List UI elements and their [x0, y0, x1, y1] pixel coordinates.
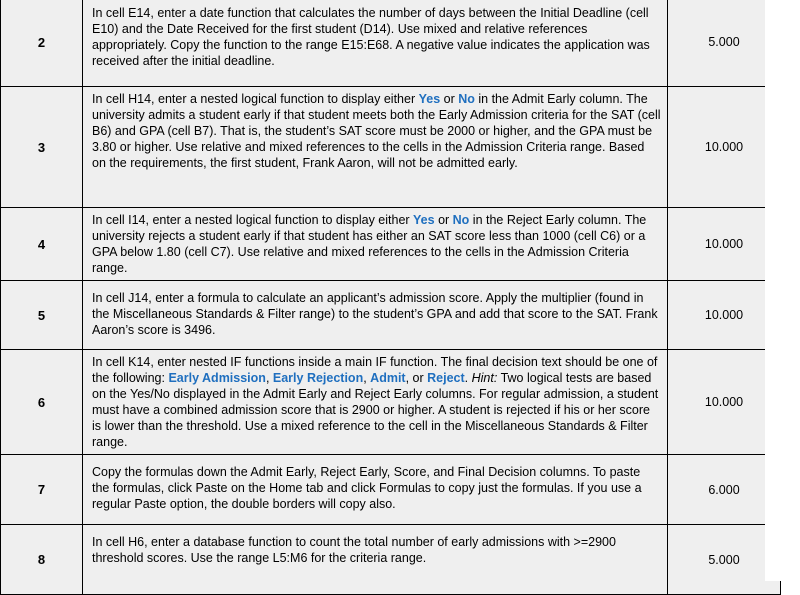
points-value: 10.000	[668, 87, 781, 208]
step-number: 7	[1, 455, 83, 525]
hint-label: Hint:	[471, 371, 498, 385]
table-row	[1, 0, 781, 87]
step-description	[83, 208, 668, 281]
keyword-no: No	[458, 92, 475, 106]
description-text: In cell J14, enter a formula to calculate an applicant’s admission score. Apply the multiplier (found in the Miscellaneous Standards & Filter range) to the student’s GPA and add that score to the SAT. Frank Aaron’s score is 3496.	[92, 291, 658, 337]
keyword-separator: ,	[363, 371, 371, 385]
description-text: in the Reject Early column. The university rejects a student early if that student has either an SAT score less than 1000 (cell C6) or a GPA below 1.80 (cell C7). Use relative and mixed references to the cells in the Admission Criteria range.	[92, 213, 647, 275]
keyword-separator: , or	[405, 371, 428, 385]
keyword-separator: ,	[265, 371, 273, 385]
step-number: 6	[1, 350, 83, 455]
keyword-yes: Yes	[413, 213, 435, 227]
description-text: In cell I14, enter a nested logical function to display either	[92, 213, 414, 227]
step-description	[83, 350, 668, 455]
points-value: 10.000	[668, 350, 781, 455]
step-description	[83, 87, 668, 208]
keyword-reject: Reject	[427, 371, 465, 385]
points-value: 10.000	[668, 208, 781, 281]
keyword-admit: Admit	[370, 371, 406, 385]
table-row	[1, 281, 781, 350]
keyword-separator: or	[440, 92, 459, 106]
description-text: In cell H14, enter a nested logical function to display either	[92, 92, 419, 106]
description-text: Copy the formulas down the Admit Early, Reject Early, Score, and Final Decision columns. To paste the formulas, click Paste on the Home tab and click Formulas to copy just the formulas. If you use a regular Paste option, the double borders will copy also.	[92, 465, 642, 511]
table-row	[1, 525, 781, 595]
step-number: 5	[1, 281, 83, 350]
points-value: 6.000	[668, 455, 781, 525]
keyword-early-rejection: Early Rejection	[272, 371, 364, 385]
keyword-yes: Yes	[418, 92, 441, 106]
step-number: 3	[1, 87, 83, 208]
table-row	[1, 87, 781, 208]
step-number: 8	[1, 525, 83, 595]
keyword-no: No	[452, 213, 470, 227]
points-value: 5.000	[668, 0, 781, 87]
description-text: In cell E14, enter a date function that calculates the number of days between the Initial Deadline (cell E10) and the Date Received for the first student (D14). Use mixed and relative references appropriately. Copy the function to the range E15:E68. A negative value indicates the application was received after the initial deadline.	[92, 6, 650, 68]
points-value: 5.000	[668, 525, 781, 595]
keyword-separator: .	[464, 371, 472, 385]
description-text: Two logical tests are based on the Yes/No displayed in the Admit Early and Reject Early columns. For regular admission, a student must have a combined admission score that is 2900 or higher. A student is rejected if his or her score is lower than the threshold. Use a mixed reference to the cell in the Miscellaneous Standards & Filter range.	[92, 371, 659, 449]
table-row	[1, 208, 781, 281]
page-margin	[765, 0, 800, 581]
table-row	[1, 455, 781, 525]
step-description	[83, 455, 668, 525]
description-text: In cell H6, enter a database function to count the total number of early admissions with >=2900 threshold scores. Use the range L5:M6 for the criteria range.	[92, 535, 616, 565]
description-text: In cell K14, enter nested IF functions inside a main IF function. The final decision text should be one of the following:	[92, 355, 658, 385]
step-number: 4	[1, 208, 83, 281]
points-value: 10.000	[668, 281, 781, 350]
keyword-separator: or	[434, 213, 453, 227]
step-description	[83, 281, 668, 350]
description-text: in the Admit Early column. The university admits a student early if that student meets both the Early Admission criteria for the SAT (cell B6) and GPA (cell B7). That is, the student’s SAT score must be 2000 or higher, and the GPA must be 3.80 or higher. Use relative and mixed references to the cells in the Admission Criteria range. Based on the requirements, the first student, Frank Aaron, will not be admitted early.	[92, 92, 661, 170]
keyword-early-admission: Early Admission	[168, 371, 266, 385]
table-row	[1, 350, 781, 455]
step-description	[83, 0, 668, 87]
step-number: 2	[1, 0, 83, 87]
step-description	[83, 525, 668, 595]
